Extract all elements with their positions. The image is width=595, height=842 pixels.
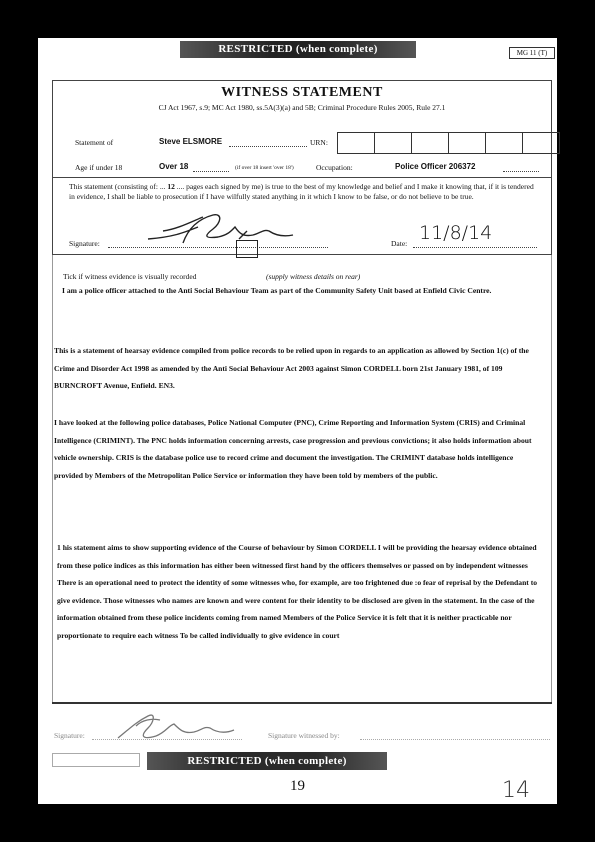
page-number: 19 bbox=[290, 778, 305, 794]
footer-divider bbox=[52, 702, 552, 704]
footer-witnessed-dots bbox=[360, 731, 550, 740]
urn-label: URN: bbox=[310, 138, 328, 147]
signature-image bbox=[143, 209, 313, 249]
footer-signature-image bbox=[108, 708, 248, 744]
signature-label: Signature: bbox=[69, 239, 100, 248]
date-dots bbox=[413, 239, 537, 248]
form-reference: MG 11 (T) bbox=[509, 47, 555, 59]
faint-stamp bbox=[52, 753, 140, 767]
statement-of-dots bbox=[229, 138, 307, 147]
age-value: Over 18 bbox=[159, 162, 189, 171]
date-label: Date: bbox=[391, 239, 408, 248]
intro-paragraph: I am a police officer attached to the Anti Social Behaviour Team as part of the Community Safety Unit based at Enfield Civic Centre. bbox=[62, 286, 492, 295]
date-value: 11/8/14 bbox=[419, 222, 493, 244]
paragraph-databases: I have looked at the following police databases, Police National Computer (PNC), Crime Reporting and Information System (CRIS) and Criminal Intelligence (CRIMINT). The PNC holds information concerning arrests, case progression and previous convictions; it also holds information about vehicle ownership. CRIS is the database police use to record crime and document the investigation. The CRIMINT database holds intelligence provided by Members of the Metropolitan Police Service or information they have been told by members of the public. bbox=[54, 418, 532, 480]
restricted-banner-top: RESTRICTED (when complete) bbox=[180, 41, 416, 58]
paragraph-hearsay: This is a statement of hearsay evidence compiled from police records to be relied upon in regards to an application as allowed by Section 1(c) of the Crime and Disorder Act 1998 as amended by the Anti Social Behaviour Act 2003 against Simon CORDELL born 21st January 1981, of 109 BURNCROFT Avenue, Enfield. EN3. bbox=[54, 346, 529, 391]
visually-recorded-checkbox[interactable] bbox=[236, 240, 258, 258]
age-dots bbox=[193, 163, 229, 172]
tick-label: Tick if witness evidence is visually recorded bbox=[63, 272, 197, 281]
handwritten-page-number: 14 bbox=[502, 778, 530, 803]
witness-statement-header bbox=[52, 80, 552, 255]
footer-signature-label: Signature: bbox=[54, 731, 85, 740]
document-title: WITNESS STATEMENT bbox=[221, 85, 383, 100]
declaration-pre: This statement (consisting of: ... bbox=[69, 182, 168, 191]
document-subtitle: CJ Act 1967, s.9; MC Act 1980, ss.5A(3)(a) and 5B; Criminal Procedure Rules 2005, Rule 27.1 bbox=[158, 103, 446, 112]
declaration-text bbox=[69, 182, 539, 201]
occupation-dots bbox=[503, 163, 539, 172]
statement-of-value: Steve ELSMORE bbox=[159, 137, 223, 146]
age-label: Age if under 18 bbox=[75, 163, 123, 172]
occupation-value: Police Officer 206372 bbox=[395, 162, 476, 171]
paragraph-course-of-behaviour: 1 his statement aims to show supporting evidence of the Course of behaviour by Simon CORDELL I will be providing the hearsay evidence obtained from these police indices as this information has either been witnessed first hand by the officers themselves or passed on by independent witnesses There is an operational need to protect the identity of some witnesses who, for example, are too frightened due :o fear of reprisal by the Defendant to give evidence. Those witnesses who names are known and were content for their identity to be disclosed are given in the statement. In the case of the information obtained from these police incidents coming from named Members of the Police Service it is felt that it is neither practicable nor proportionate to require each witness To be called individually to give evidence in court bbox=[57, 543, 538, 640]
declaration-pages: 12 bbox=[167, 182, 175, 191]
header-divider bbox=[53, 177, 551, 178]
declaration-post: .... pages each signed by me) is true to the best of my knowledge and belief and I make it knowing that, if it is tendered in evidence, I shall be liable to prosecution if I have wilfully stated anything in it which I know to be false, or do not believe to be true. bbox=[69, 182, 534, 201]
urn-boxes bbox=[337, 132, 560, 154]
occupation-label: Occupation: bbox=[316, 163, 353, 172]
age-note: (if over 18 insert 'over 18') bbox=[235, 165, 294, 171]
restricted-banner-bottom: RESTRICTED (when complete) bbox=[147, 752, 387, 770]
tick-note: (supply witness details on rear) bbox=[266, 272, 361, 281]
statement-of-label: Statement of bbox=[75, 138, 114, 147]
footer-witnessed-label: Signature witnessed by: bbox=[268, 731, 340, 740]
document-page bbox=[38, 38, 557, 804]
